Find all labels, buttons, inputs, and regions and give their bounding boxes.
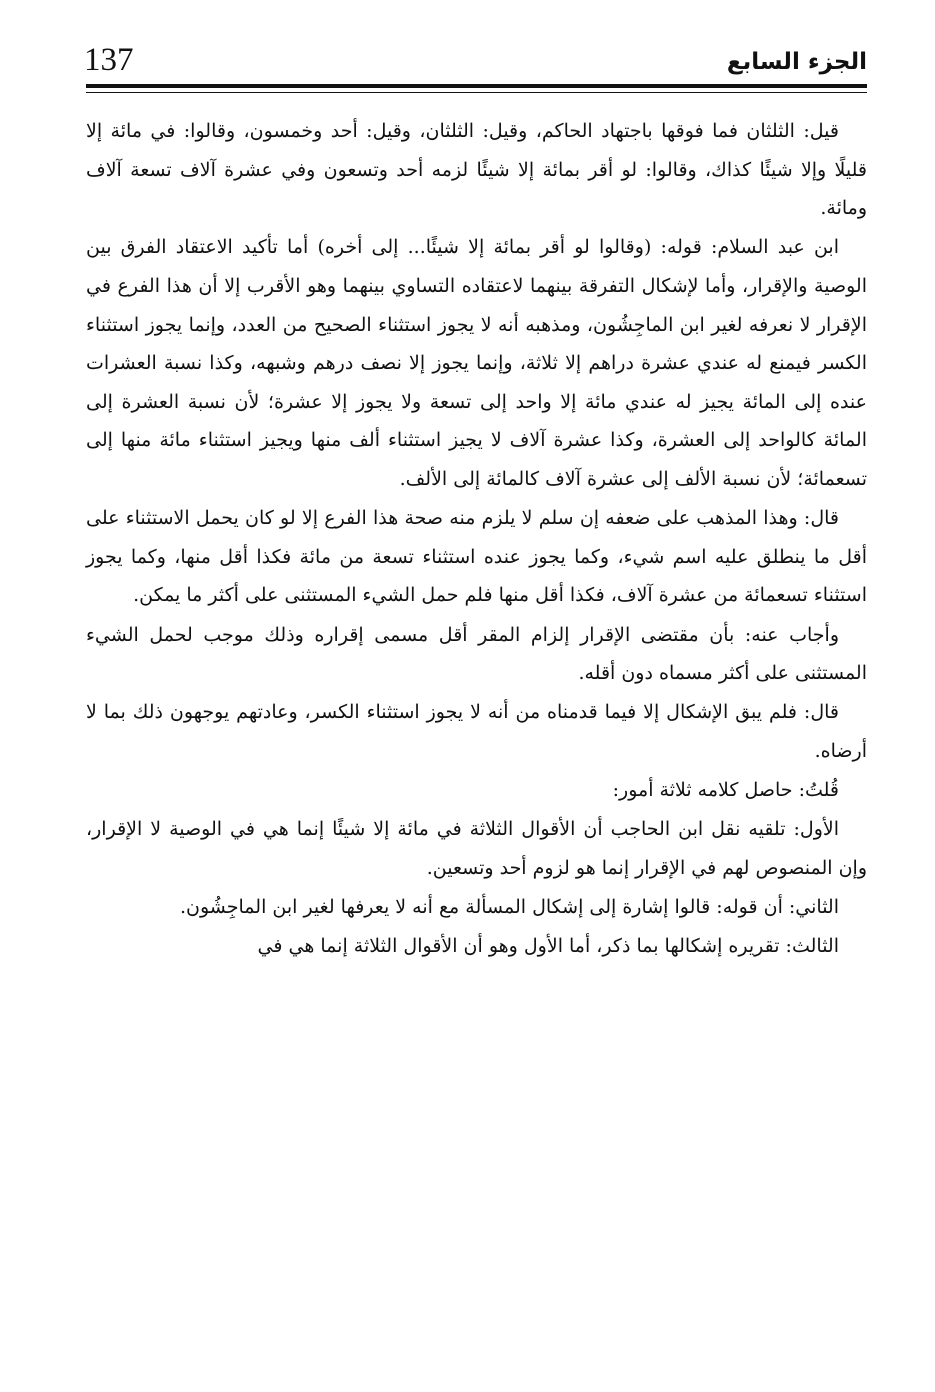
header-rule-thin (86, 92, 867, 93)
page-header (80, 30, 867, 80)
paragraph: الثاني: أن قوله: قالوا إشارة إلى إشكال المسألة مع أنه لا يعرفها لغير ابن الماجِشُون. (180, 896, 839, 919)
paragraph: قيل: الثلثان فما فوقها باجتهاد الحاكم، وقيل: الثلثان، وقيل: أحد وخمسون، وقالوا: في مائة إلا قليلًا وإلا شيئًا كذاك، وقالوا: لو أقر بمائة إلا شيئًا لزمه أحد وتسعون وفي عشرة آلاف تسعة آلاف ومائة. (86, 120, 867, 220)
paragraph: الأول: تلقيه نقل ابن الحاجب أن الأقوال الثلاثة في مائة إلا شيئًا إنما هي في الوصية لا الإقرار، وإن المنصوص لهم في الإقرار إنما هو لزوم أحد وتسعين. (86, 818, 867, 879)
paragraph: قُلتُ: حاصل كلامه ثلاثة أمور: (612, 779, 839, 802)
paragraph: ابن عبد السلام: قوله: (وقالوا لو أقر بمائة إلا شيئًا... إلى أخره) أما تأكيد الاعتقاد الفرق بين الوصية والإقرار، وأما لإشكال التفرقة بينهما لاعتقاده التساوي بينهما وهو الأقرب إلا أن هذا الفرع في الإقرار لا نعرفه لغير ابن الماجِشُون، ومذهبه أنه لا يجوز استثناء الصحيح من العدد، وإنما يجوز استثناء الكسر فيمنع له عندي عشرة دراهم إلا ثلاثة، وإنما يجوز إلا نصف درهم وشبهه، وكذا نسبة العشرات عنده إلى المائة يجيز له عندي مائة إلا واحد إلى تسعة ولا يجوز إلا عشرة؛ لأن نسبة العشرة إلى المائة كالواحد إلى العشرة، وكذا عشرة آلاف لا يجيز استثناء ألف منها ويجيز استثناء مائة منها إلى تسعمائة؛ لأن نسبة الألف إلى عشرة آلاف كالمائة إلى الألف. (86, 236, 867, 490)
running-title: الجزء السابع (726, 49, 867, 75)
paragraph: قال: وهذا المذهب على ضعفه إن سلم لا يلزم منه صحة هذا الفرع إلا لو كان يحمل الاستثناء على أقل ما ينطلق عليه اسم شيء، وكما يجوز عنده استثناء تسعة من مائة فكذا أقل منها، وكما يجوز استثناء تسعمائة من عشرة آلاف، فكذا أقل منها فلم حمل الشيء المستثنى على أكثر ما يمكن. (86, 507, 867, 607)
paragraph: الثالث: تقريره إشكالها بما ذكر، أما الأول وهو أن الأقوال الثلاثة إنما هي في (257, 935, 839, 958)
paragraph: قال: فلم يبق الإشكال إلا فيما قدمناه من أنه لا يجوز استثناء الكسر، وعادتهم يوجهون ذلك بما لا أرضاه. (86, 701, 867, 762)
page-number: 137 (84, 42, 134, 78)
header-rule-thick (86, 84, 867, 88)
body-text (86, 112, 867, 966)
paragraph: وأجاب عنه: بأن مقتضى الإقرار إلزام المقر أقل مسمى إقراره وذلك موجب لحمل الشيء المستثنى على أكثر مسماه دون أقله. (86, 623, 867, 685)
